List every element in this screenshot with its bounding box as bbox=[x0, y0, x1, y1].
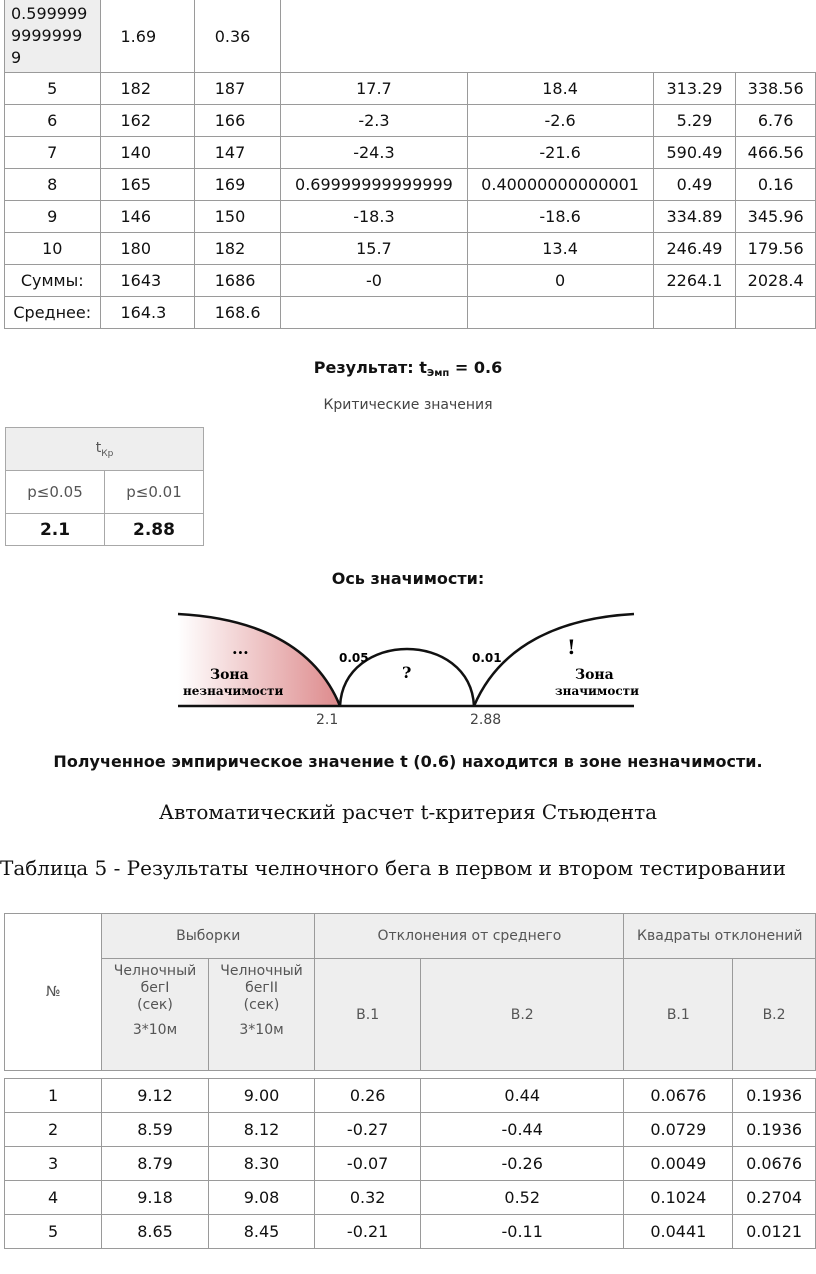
table-row bbox=[5, 297, 816, 329]
table-cell: 166 bbox=[194, 105, 281, 137]
table-cell: 0.0676 bbox=[624, 1079, 733, 1113]
table-cell: 2264.1 bbox=[653, 265, 736, 297]
result-line bbox=[0, 358, 816, 379]
deviations-header: Отклонения от среднего bbox=[315, 914, 624, 959]
header-gap-row bbox=[5, 1071, 816, 1079]
sample2-line: 3*10м bbox=[239, 1022, 284, 1038]
table-cell: 0.1936 bbox=[733, 1079, 816, 1113]
table-row bbox=[5, 1181, 816, 1215]
table-cell: 0.44 bbox=[420, 1079, 624, 1113]
table-cell: 0.69999999999999 bbox=[281, 169, 467, 201]
table-cell: 5 bbox=[5, 1215, 102, 1249]
sample1-line: бегI bbox=[140, 980, 170, 996]
table-cell: 0.1024 bbox=[624, 1181, 733, 1215]
table-cell: 10 bbox=[5, 233, 101, 265]
table-cell: 168.6 bbox=[194, 297, 281, 329]
table-row bbox=[5, 201, 816, 233]
table-row bbox=[5, 1215, 816, 1249]
table-cell: 162 bbox=[100, 105, 194, 137]
table-row bbox=[5, 0, 816, 73]
table-cell: 169 bbox=[194, 169, 281, 201]
table-row bbox=[6, 428, 204, 471]
table-cell bbox=[281, 297, 467, 329]
table-cell: 9.18 bbox=[102, 1181, 209, 1215]
table-header-row bbox=[5, 914, 816, 959]
table-cell: 0.2704 bbox=[733, 1181, 816, 1215]
table-cell: 1643 bbox=[100, 265, 194, 297]
table-cell: 4 bbox=[5, 1181, 102, 1215]
table-row bbox=[5, 137, 816, 169]
table-cell: 0.0121 bbox=[733, 1215, 816, 1249]
table-row bbox=[5, 73, 816, 105]
table-cell: 466.56 bbox=[736, 137, 816, 169]
table-cell: 0 bbox=[467, 265, 653, 297]
result-label: Результат: t bbox=[313, 358, 427, 377]
tick-label-2-88: 2.88 bbox=[470, 712, 502, 728]
significance-axis-diagram bbox=[170, 600, 650, 730]
table-cell: 7 bbox=[5, 137, 101, 169]
table-cell: 6 bbox=[5, 105, 101, 137]
table-cell: -0.11 bbox=[420, 1215, 624, 1249]
table-cell: 180 bbox=[100, 233, 194, 265]
table-cell: 9 bbox=[5, 201, 101, 233]
table-cell: 0.0676 bbox=[733, 1147, 816, 1181]
table-cell: 590.49 bbox=[653, 137, 736, 169]
table-cell: 246.49 bbox=[653, 233, 736, 265]
sample2-line: Челночный bbox=[220, 963, 303, 979]
axis-title: Ось значимости: bbox=[331, 569, 485, 588]
table-cell: 2028.4 bbox=[736, 265, 816, 297]
table-cell: 150 bbox=[194, 201, 281, 233]
table-cell: 9.00 bbox=[208, 1079, 315, 1113]
table-cell: 0.26 bbox=[315, 1079, 421, 1113]
table-cell: 5 bbox=[5, 73, 101, 105]
table-cell: 0.0049 bbox=[624, 1147, 733, 1181]
table-cell: 179.56 bbox=[736, 233, 816, 265]
table-cell: 8.45 bbox=[208, 1215, 315, 1249]
critical-values-table bbox=[5, 427, 204, 546]
table-cell: 0.1936 bbox=[733, 1113, 816, 1147]
table-header bbox=[6, 428, 204, 471]
table-cell: -0 bbox=[281, 265, 467, 297]
table-cell: 0.599999 9999999 9 bbox=[5, 0, 101, 73]
table-cell: 1686 bbox=[194, 265, 281, 297]
table-cell: 1 bbox=[5, 1079, 102, 1113]
table-cell: 0.52 bbox=[420, 1181, 624, 1215]
table-cell: 0.0729 bbox=[624, 1113, 733, 1147]
table-cell: 147 bbox=[194, 137, 281, 169]
left-zone-label-2: незначимости bbox=[183, 684, 284, 698]
shuttle-run-table bbox=[4, 913, 816, 1249]
table-cell: 5.29 bbox=[653, 105, 736, 137]
dev-b2-header: В.2 bbox=[420, 959, 624, 1071]
critical-value-cell: 2.88 bbox=[105, 514, 204, 546]
table-row bbox=[5, 265, 816, 297]
auto-calc-heading: Автоматический расчет t-критерия Стьюдента bbox=[158, 800, 658, 824]
table-cell: -21.6 bbox=[467, 137, 653, 169]
p-level-cell: p≤0.01 bbox=[105, 471, 204, 514]
table-cell: 8.30 bbox=[208, 1147, 315, 1181]
dev-b1-header: В.1 bbox=[315, 959, 421, 1071]
table-cell: Среднее: bbox=[5, 297, 101, 329]
table-cell: -2.6 bbox=[467, 105, 653, 137]
table-cell bbox=[653, 297, 736, 329]
p-level-cell: p≤0.05 bbox=[6, 471, 105, 514]
table-cell: -24.3 bbox=[281, 137, 467, 169]
table-cell: 9.08 bbox=[208, 1181, 315, 1215]
table5-caption: Таблица 5 - Результаты челночного бега в первом и втором тестировании bbox=[0, 856, 786, 880]
level-001-label: 0.01 bbox=[472, 651, 502, 665]
right-zone-label-2: значимости bbox=[555, 684, 639, 698]
table-cell: 6.76 bbox=[736, 105, 816, 137]
t-crit-subscript: Кр bbox=[101, 448, 114, 459]
critical-values-caption: Критические значения bbox=[323, 397, 493, 413]
samples-header: Выборки bbox=[102, 914, 315, 959]
table-cell: 164.3 bbox=[100, 297, 194, 329]
table-header-row bbox=[5, 959, 816, 1071]
table-cell: 2 bbox=[5, 1113, 102, 1147]
table-cell: 334.89 bbox=[653, 201, 736, 233]
number-header: № bbox=[5, 914, 102, 1071]
sq-b2-header: В.2 bbox=[733, 959, 816, 1071]
left-zone-label-1: Зона bbox=[210, 667, 249, 683]
table-cell: 9.12 bbox=[102, 1079, 209, 1113]
sq-b1-header: В.1 bbox=[624, 959, 733, 1071]
table-cell: 338.56 bbox=[736, 73, 816, 105]
tick-label-2-1: 2.1 bbox=[316, 712, 339, 728]
table-cell: 8 bbox=[5, 169, 101, 201]
table-row bbox=[5, 1079, 816, 1113]
critical-value-cell: 2.1 bbox=[6, 514, 105, 546]
t-crit-label: t bbox=[95, 439, 102, 456]
table-row bbox=[5, 169, 816, 201]
stats-table bbox=[4, 0, 816, 329]
table-cell: 345.96 bbox=[736, 201, 816, 233]
table-row bbox=[6, 471, 204, 514]
result-subscript: Эмп bbox=[426, 368, 450, 379]
table-row bbox=[5, 105, 816, 137]
table-cell: -0.07 bbox=[315, 1147, 421, 1181]
sample2-line: (сек) bbox=[243, 997, 280, 1013]
table-cell: 18.4 bbox=[467, 73, 653, 105]
table-cell: 182 bbox=[100, 73, 194, 105]
table-cell: 3 bbox=[5, 1147, 102, 1181]
table-cell: 1.69 bbox=[100, 0, 194, 73]
table-cell: -0.44 bbox=[420, 1113, 624, 1147]
table-cell: 0.0441 bbox=[624, 1215, 733, 1249]
table-row bbox=[5, 1147, 816, 1181]
level-005-label: 0.05 bbox=[339, 651, 369, 665]
table-cell: 0.16 bbox=[736, 169, 816, 201]
table-cell: 8.59 bbox=[102, 1113, 209, 1147]
table-cell: 165 bbox=[100, 169, 194, 201]
squares-header: Квадраты отклонений bbox=[624, 914, 816, 959]
sample2-line: бегII bbox=[245, 980, 278, 996]
sample1-line: 3*10м bbox=[132, 1022, 178, 1038]
sample1-line: (сек) bbox=[137, 997, 173, 1013]
table-cell: 0.40000000000001 bbox=[467, 169, 653, 201]
left-dots: ... bbox=[232, 639, 249, 658]
table-cell: 146 bbox=[100, 201, 194, 233]
table-cell: 0.36 bbox=[194, 0, 281, 73]
table-cell: -18.6 bbox=[467, 201, 653, 233]
table-cell: 8.79 bbox=[102, 1147, 209, 1181]
table-cell: 313.29 bbox=[653, 73, 736, 105]
table-cell: 8.65 bbox=[102, 1215, 209, 1249]
table-row bbox=[6, 514, 204, 546]
table-cell: 8.12 bbox=[208, 1113, 315, 1147]
result-value: = 0.6 bbox=[449, 358, 503, 377]
table-cell: 187 bbox=[194, 73, 281, 105]
sample2-header bbox=[208, 959, 315, 1071]
table-cell: -0.21 bbox=[315, 1215, 421, 1249]
table-cell: -2.3 bbox=[281, 105, 467, 137]
table-cell bbox=[467, 297, 653, 329]
sample1-line: Челночный bbox=[113, 963, 197, 979]
table-cell: 0.49 bbox=[653, 169, 736, 201]
table-cell: 0.32 bbox=[315, 1181, 421, 1215]
right-zone-label-1: Зона bbox=[575, 667, 614, 683]
table-cell: -18.3 bbox=[281, 201, 467, 233]
table-cell bbox=[736, 297, 816, 329]
table-cell: -0.26 bbox=[420, 1147, 624, 1181]
table-row bbox=[5, 1113, 816, 1147]
table-cell: 182 bbox=[194, 233, 281, 265]
table-row bbox=[5, 233, 816, 265]
sample1-header bbox=[102, 959, 209, 1071]
table-cell: 15.7 bbox=[281, 233, 467, 265]
uncertain-mark: ? bbox=[402, 663, 412, 682]
significance-mark: ! bbox=[567, 635, 576, 659]
table-cell: -0.27 bbox=[315, 1113, 421, 1147]
table-cell: 140 bbox=[100, 137, 194, 169]
table-cell: 13.4 bbox=[467, 233, 653, 265]
table-cell: Суммы: bbox=[5, 265, 101, 297]
table-cell: 17.7 bbox=[281, 73, 467, 105]
conclusion-text: Полученное эмпирическое значение t (0.6) находится в зоне незначимости. bbox=[53, 752, 763, 771]
